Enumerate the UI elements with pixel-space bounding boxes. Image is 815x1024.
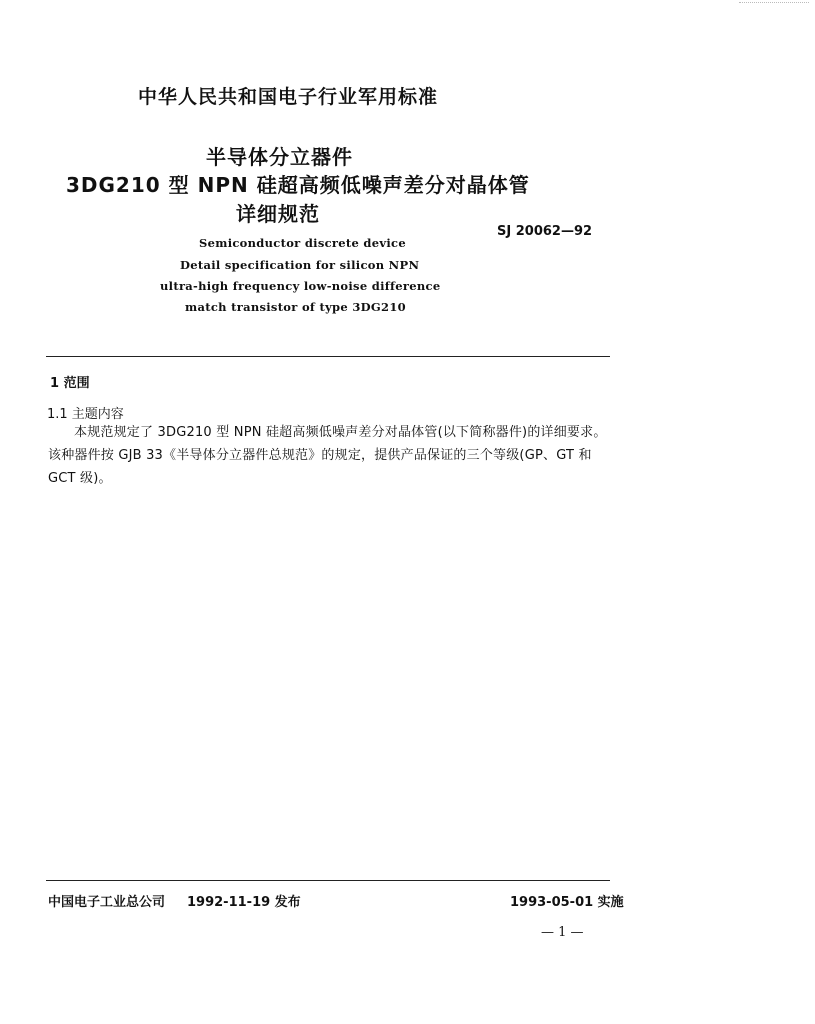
english-title-line-2: Detail specification for silicon NPN (180, 258, 420, 272)
issue-date: 1992-11-19 发布 (187, 895, 301, 910)
scan-artifact (739, 2, 809, 7)
effective-date: 1993-05-01 实施 (510, 895, 624, 910)
standard-category-title: 中华人民共和国电子行业军用标准 (138, 86, 439, 108)
english-title-line-1: Semiconductor discrete device (199, 236, 406, 250)
page-number: — 1 — (541, 925, 584, 940)
publisher: 中国电子工业总公司 (48, 895, 166, 910)
document-title-line-3: 详细规范 (236, 202, 320, 226)
document-title-line-2: 3DG210 型 NPN 硅超高频低噪声差分对晶体管 (66, 173, 530, 197)
english-title-line-3: ultra-high frequency low-noise difference (160, 279, 441, 293)
section-1-heading: 1 范围 (50, 376, 90, 391)
document-title-line-1: 半导体分立器件 (206, 145, 353, 169)
standard-number: SJ 20062—92 (497, 224, 593, 239)
english-title-line-4: match transistor of type 3DG210 (185, 300, 406, 314)
section-1-1-body: 本规范规定了 3DG210 型 NPN 硅超高频低噪声差分对晶体管(以下简称器件)的详细要求。该种器件按 GJB 33《半导体分立器件总规范》的规定，提供产品保证的三个等级(GP、GT 和 GCT 级)。 (48, 425, 607, 486)
header-divider (46, 356, 610, 357)
section-1-1-heading: 1.1 主题内容 (47, 407, 124, 422)
footer-divider (46, 880, 610, 881)
